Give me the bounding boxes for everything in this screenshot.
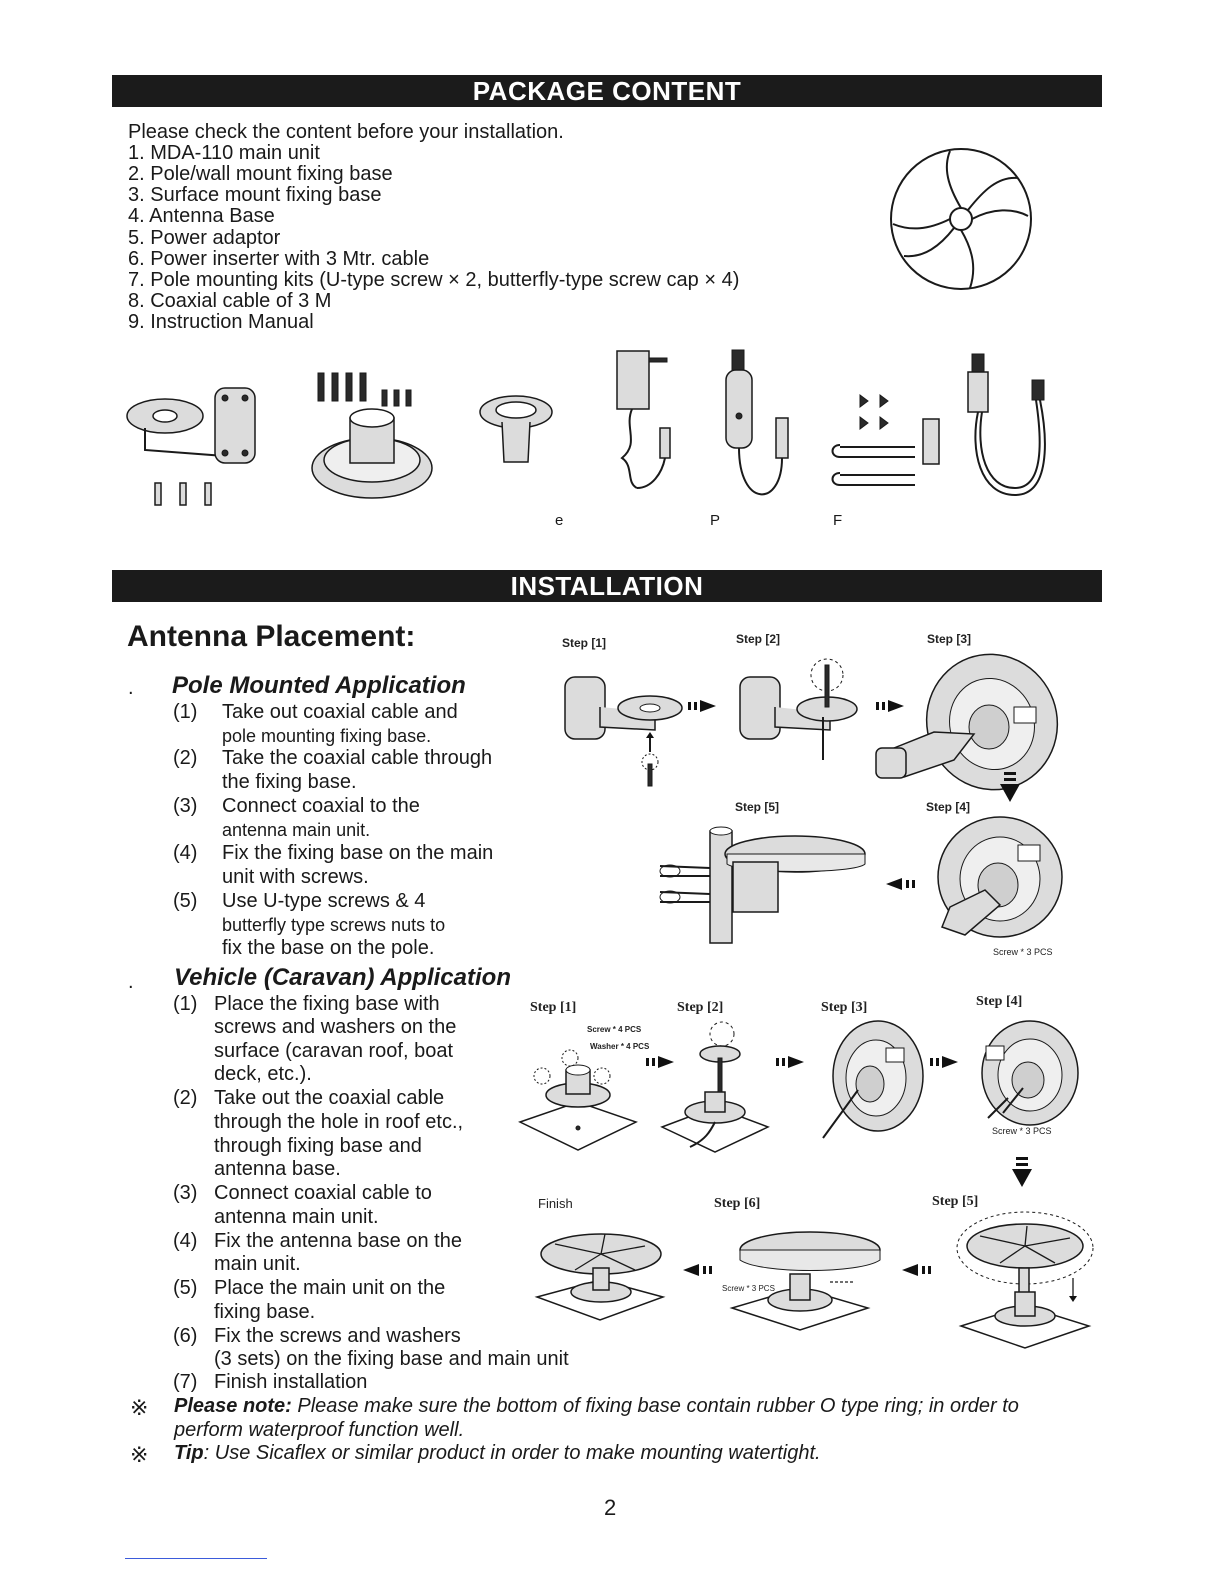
- pole-step-2-label: Step [2]: [736, 632, 781, 646]
- list-item: 3. Surface mount fixing base: [128, 184, 382, 206]
- vehicle-step-1-illustration: [518, 1040, 638, 1155]
- step-line: Take out the coaxial cable: [214, 1087, 445, 1109]
- vehicle-step-3-label: Step [3]: [821, 1000, 868, 1015]
- step-number: (5): [173, 1277, 198, 1299]
- step-number: (2): [173, 747, 198, 769]
- step-number: (6): [173, 1325, 198, 1347]
- surface-mount-base-illustration: [310, 368, 440, 508]
- vehicle-step-6-label: Step [6]: [714, 1196, 761, 1211]
- arrow-down-icon: [1000, 772, 1020, 804]
- tip-label: Tip: [174, 1442, 204, 1464]
- step-line: Fix the fixing base on the main: [222, 842, 494, 864]
- step-line: through fixing base and: [214, 1135, 422, 1157]
- step-line: Place the fixing base with: [214, 993, 440, 1015]
- arrow-right-icon: [930, 1054, 960, 1070]
- arrow-right-icon: [776, 1054, 806, 1070]
- footer-rule: [125, 1558, 267, 1559]
- step-number: (2): [173, 1087, 198, 1109]
- power-adaptor-illustration: [612, 348, 672, 498]
- please-note-text: Please make sure the bottom of fixing base contain rubber O type ring; in order to: [291, 1395, 1019, 1417]
- arrow-right-icon: [688, 698, 718, 714]
- pole-step-1-illustration: [560, 672, 685, 792]
- pole-step-5-illustration: [655, 826, 870, 946]
- package-content-banner: PACKAGE CONTENT: [112, 75, 1102, 107]
- step-number: (4): [173, 1230, 198, 1252]
- tip-text: : Use Sicaflex or similar product in order to make mounting watertight.: [203, 1442, 821, 1464]
- vehicle-step-5-label: Step [5]: [932, 1194, 979, 1209]
- step-line: fix the base on the pole.: [222, 937, 435, 959]
- step-line: through the hole in roof etc.,: [214, 1111, 464, 1133]
- step-number: (1): [173, 701, 198, 723]
- bullet: .: [128, 971, 134, 993]
- arrow-down-icon: [1012, 1157, 1032, 1189]
- step-line: main unit.: [214, 1253, 301, 1275]
- step-line: Take the coaxial cable through: [222, 747, 493, 769]
- pole-step-5-label: Step [5]: [735, 800, 780, 814]
- stray-letter: F: [833, 512, 843, 529]
- pole-screw-note: Screw * 3 PCS: [993, 947, 1053, 957]
- vehicle-finish-illustration: [535, 1232, 665, 1322]
- step-line: Connect coaxial cable to: [214, 1182, 432, 1204]
- screw-3-note: Screw * 3 PCS: [992, 1126, 1052, 1136]
- list-item: 5. Power adaptor: [128, 227, 281, 249]
- page-number: 2: [604, 1495, 617, 1520]
- list-item: 7. Pole mounting kits (U-type screw × 2, butterfly-type screw cap × 4): [128, 269, 740, 291]
- vehicle-step-1-label: Step [1]: [530, 1000, 577, 1015]
- list-item: 6. Power inserter with 3 Mtr. cable: [128, 248, 430, 270]
- washer-4-note: Washer * 4 PCS: [590, 1042, 650, 1051]
- list-item: 1. MDA-110 main unit: [128, 142, 320, 164]
- antenna-main-unit-top-view: [888, 146, 1034, 292]
- package-intro: Please check the content before your installation.: [128, 121, 564, 143]
- antenna-base-illustration: [476, 392, 556, 472]
- vehicle-step-5-illustration: [955, 1208, 1095, 1350]
- step-line: fixing base.: [214, 1301, 316, 1323]
- list-item: 9. Instruction Manual: [128, 311, 314, 333]
- please-note: [174, 1395, 1019, 1418]
- bullet: .: [128, 677, 134, 699]
- coaxial-cable-illustration: [960, 350, 1060, 500]
- step-line: the fixing base.: [222, 771, 357, 793]
- step-line: Fix the antenna base on the: [214, 1230, 462, 1252]
- pole-step-2-illustration: [735, 655, 860, 765]
- pole-step-1-label: Step [1]: [562, 636, 607, 650]
- step-line: deck, etc.).: [214, 1063, 312, 1085]
- pole-step-4-label: Step [4]: [926, 800, 971, 814]
- step-line: butterfly type screws nuts to: [222, 915, 446, 935]
- step-number: (3): [173, 795, 198, 817]
- pole-step-3-illustration: [874, 652, 1064, 792]
- installation-banner: INSTALLATION: [112, 570, 1102, 602]
- pole-mounted-heading: Pole Mounted Application: [172, 672, 466, 699]
- step-number: (1): [173, 993, 198, 1015]
- vehicle-step-6-illustration: [730, 1226, 870, 1331]
- step-line: Finish installation: [214, 1371, 368, 1393]
- step-line: Place the main unit on the: [214, 1277, 446, 1299]
- vehicle-step-2-label: Step [2]: [677, 1000, 724, 1015]
- step-line: antenna base.: [214, 1158, 341, 1180]
- vehicle-heading: Vehicle (Caravan) Application: [174, 964, 511, 991]
- pole-wall-mount-base-illustration: [125, 378, 265, 508]
- vehicle-step-3-illustration: [818, 1018, 928, 1143]
- step-number: (5): [173, 890, 198, 912]
- list-item: 2. Pole/wall mount fixing base: [128, 163, 393, 185]
- arrow-left-icon: [683, 1262, 713, 1278]
- step-line: antenna main unit.: [222, 820, 371, 840]
- vehicle-step-4-illustration: [968, 1018, 1083, 1128]
- step-line: pole mounting fixing base.: [222, 726, 432, 746]
- antenna-placement-title: Antenna Placement:: [127, 620, 416, 653]
- power-inserter-illustration: [718, 348, 808, 500]
- please-note-continued: perform waterproof function well.: [174, 1419, 465, 1441]
- vehicle-step-4-label: Step [4]: [976, 994, 1023, 1009]
- vehicle-step-2-illustration: [660, 1022, 770, 1157]
- arrow-left-icon: [902, 1262, 932, 1278]
- step-line: Take out coaxial cable and: [222, 701, 458, 723]
- pole-step-4-illustration: [930, 815, 1070, 945]
- step-line: surface (caravan roof, boat: [214, 1040, 454, 1062]
- note-mark: ※: [130, 1395, 149, 1420]
- tip-note: [174, 1442, 821, 1465]
- list-item: 8. Coaxial cable of 3 M: [128, 290, 332, 312]
- step-line: Use U-type screws & 4: [222, 890, 426, 912]
- step-number: (4): [173, 842, 198, 864]
- step-line: (3 sets) on the fixing base and main unit: [214, 1348, 569, 1370]
- pole-step-3-label: Step [3]: [927, 632, 972, 646]
- screw-4-note: Screw * 4 PCS: [587, 1025, 642, 1034]
- stray-letter: P: [710, 512, 721, 529]
- screw-3-note: Screw * 3 PCS: [722, 1284, 775, 1293]
- step-line: antenna main unit.: [214, 1206, 379, 1228]
- step-line: Fix the screws and washers: [214, 1325, 461, 1347]
- vehicle-finish-label: Finish: [538, 1196, 573, 1211]
- pole-mounting-kit-illustration: [835, 385, 950, 495]
- stray-letter: e: [555, 512, 564, 529]
- step-number: (7): [173, 1371, 198, 1393]
- arrow-left-icon: [886, 876, 916, 892]
- please-note-label: Please note:: [174, 1395, 292, 1417]
- note-mark: ※: [130, 1442, 149, 1467]
- step-line: screws and washers on the: [214, 1016, 457, 1038]
- step-number: (3): [173, 1182, 198, 1204]
- list-item: 4. Antenna Base: [128, 205, 275, 227]
- step-line: unit with screws.: [222, 866, 369, 888]
- step-line: Connect coaxial to the: [222, 795, 420, 817]
